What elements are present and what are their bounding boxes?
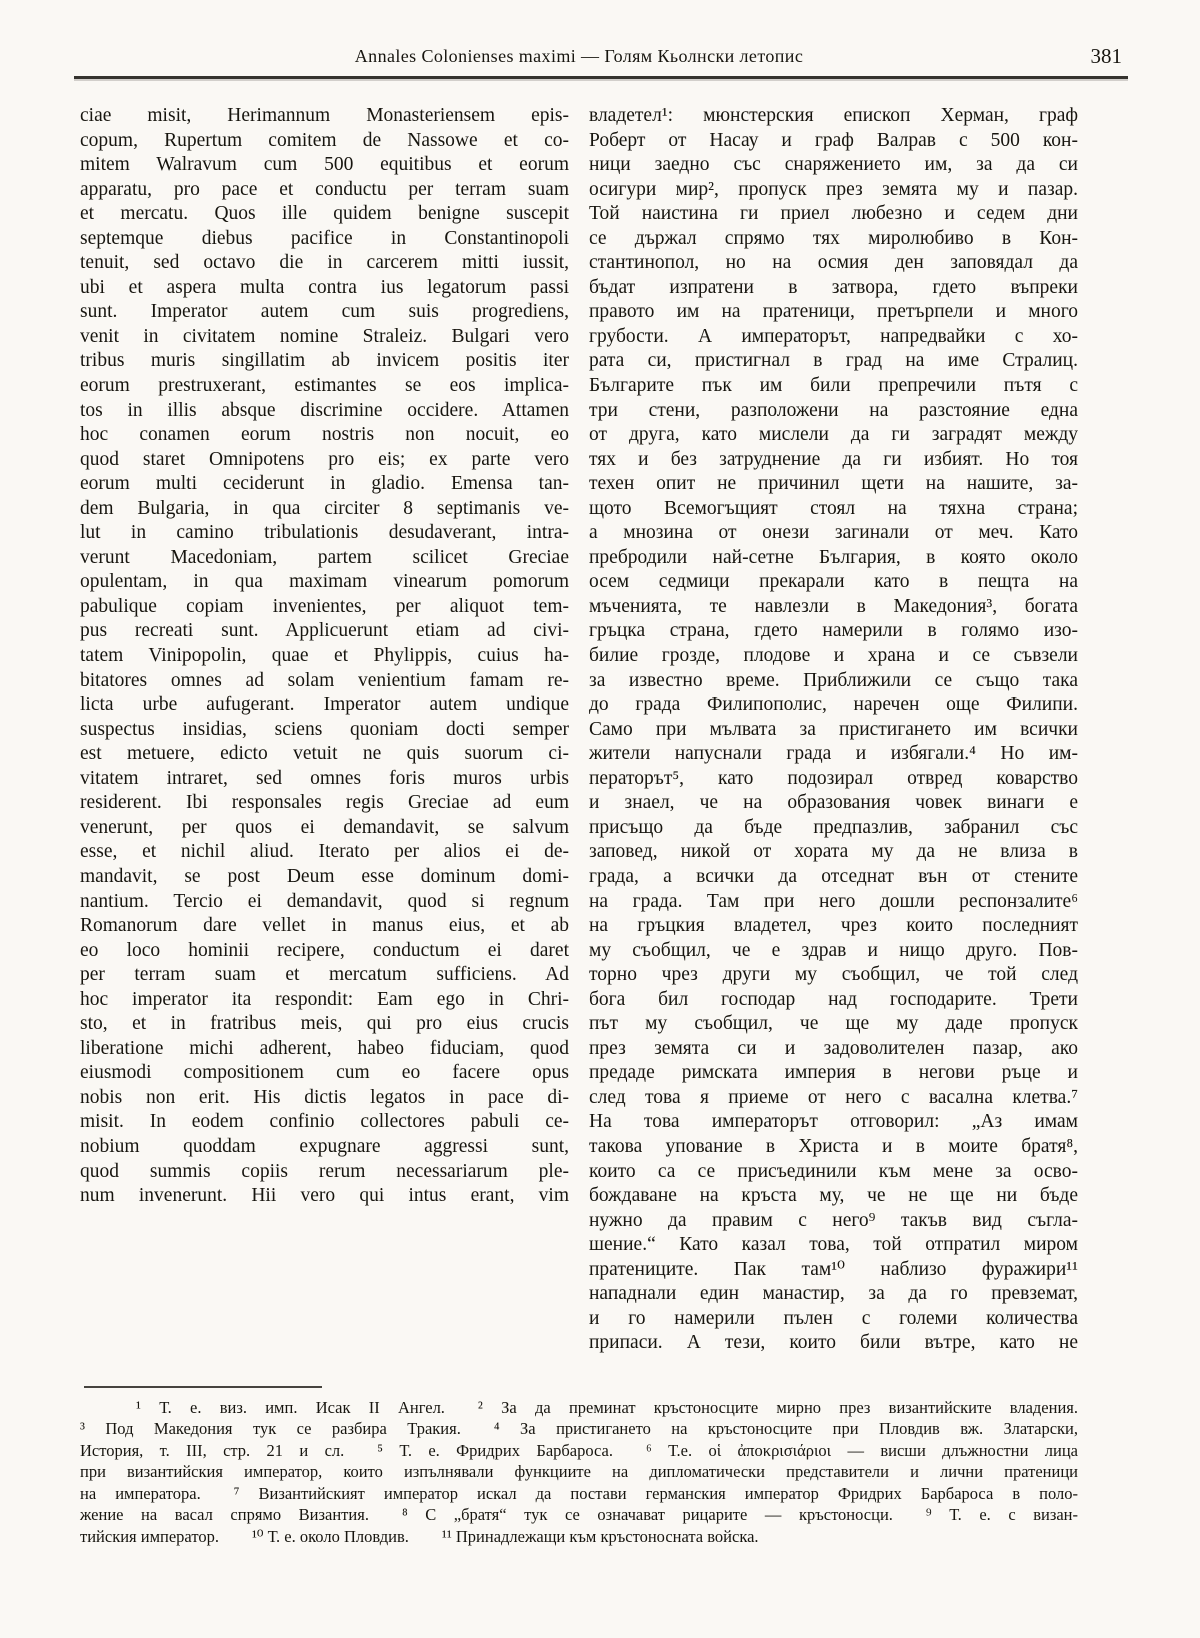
latin-text-line: ciae misit, Herimannum Monasteriensem epis- [80,105,569,126]
footnote-line: ³ Под Македония тук се разбира Тракия. ⁴ За пристигането на кръстоносците при Пловдив вж. Златарски, [80,1419,1078,1439]
latin-text-line: sunt. Imperator autem cum suis progrediens, [80,301,569,323]
bulgarian-text-line: нападнали един манастир, за да го превземат, [589,1283,1078,1305]
bulgarian-text-line: правото им на пратеници, претърпели и много [589,301,1078,323]
header-divider [74,76,1128,79]
bulgarian-text-line: предаде римската империя в негови ръце и [589,1062,1078,1084]
latin-text-line: tenuit, sed octavo die in carcerem mitti iussit, [80,252,569,274]
latin-text-line: nobis non erit. His dictis legatos in pace di- [80,1086,569,1108]
latin-text-line: esse, et nichil aliud. Iterato per alios ei de- [80,841,569,863]
bulgarian-text-line: такова упование в Христа и в моите братя⁸, [589,1135,1078,1157]
bulgarian-text-line: бождаване на кръста му, че не ще ни бъде [589,1185,1078,1207]
footnote-line: История, т. III, стр. 21 и сл. ⁵ Т. е. Фридрих Барбароса. ⁶ Т.е. οἱ ἀποκρισιάριοι — висши длъжностни лица [80,1440,1078,1460]
latin-text-line: tatem Vinipopolin, quae et Phylippis, cuius ha- [80,645,569,667]
bulgarian-text-line: на гръцкия владетел, чрез които последният [589,915,1078,937]
latin-text-line: pabulique copiam invenientes, per aliquot tem- [80,595,569,617]
latin-text-line: liberatione michi adherent, habeo fiduciam, quod [80,1037,569,1059]
bulgarian-text-line: след това я приеме от него с васална клетва.⁷ [589,1086,1078,1108]
bulgarian-text-line: Роберт от Насау и граф Валрав с 500 кон- [589,129,1078,151]
footnote-separator [84,1386,322,1388]
latin-text-line: nobium quoddam expugnare aggressi sunt, [80,1135,569,1157]
bulgarian-text-line: на града. Там при него дошли респонзалите⁶ [589,890,1078,912]
bulgarian-text-line: и знаел, че на образования човек винаги е [589,792,1078,814]
bulgarian-text-line: грубости. А императорът, напредвайки с хо- [589,325,1078,347]
bulgarian-text-line: владетел¹: мюнстерския епископ Херман, граф [589,105,1078,126]
footnotes-block [80,1386,1078,1548]
bulgarian-text-line: мъченията, те навлезли в Македония³, богата [589,595,1078,617]
latin-text-line: mandavit, se post Deum esse dominum domi- [80,865,569,887]
footnote-line: ¹ Т. е. виз. имп. Исак II Ангел. ² За да преминат кръстоносците мирно през византийските владения. [136,1397,1078,1417]
footnote-line: при византийския император, които изпълнявали функциите на дипломатически представители и лични пратеници [80,1462,1078,1482]
latin-text-line: sto, et in fratribus meis, qui pro eius crucis [80,1013,569,1035]
latin-text-line: verunt Macedoniam, partem scilicet Greciae [80,546,569,568]
bulgarian-text-line: пребродили най-сетне България, в която около [589,546,1078,568]
bulgarian-text-line: щото Всемогъщият стоял на тяхна страна; [589,497,1078,519]
latin-text-line: licta urbe aufugerant. Imperator autem undique [80,694,569,716]
bulgarian-text-line: стантинопол, но на осмия ден заповядал да [589,252,1078,274]
bulgarian-text-line: техен опит не причинил щети на нашите, за- [589,473,1078,495]
bulgarian-text-line: торно чрез други му съобщил, че той след [589,964,1078,986]
bulgarian-text-line: Той наистина ги приел любезно и седем дни [589,203,1078,225]
bulgarian-text-line: На това императорът отговорил: „Аз имам [589,1111,1078,1133]
latin-text-line: per terram suam et mercatum sufficiens. Ad [80,964,569,986]
bulgarian-text-line: припаси. А тези, които били вътре, като не [589,1332,1078,1354]
footnote-line: на императора. ⁷ Византийският император искал да постави германския император Фридрих Барбароса в поло- [80,1483,1078,1503]
bulgarian-text-line: осигури мир², пропуск през земята му и пазар. [589,178,1078,200]
latin-text-line: mitem Walravum cum 500 equitibus et eorum [80,154,569,176]
latin-text-line: nantium. Tercio ei demandavit, quod si regnum [80,890,569,912]
latin-text-line: lut in camino tribulationis desudaverant, intra- [80,522,569,544]
bulgarian-text-line: и го намерили пълен с големи количества [589,1307,1078,1329]
bulgarian-text-line: за известно време. Приближили се също така [589,669,1078,691]
latin-text-line: suspectus insidias, sciens quoniam docti semper [80,718,569,740]
latin-text-line: vitatem intraret, sed omnes foris muros urbis [80,767,569,789]
latin-text-line: tos in illis absque discrimine occidere. Attamen [80,399,569,421]
bulgarian-text-line: Само при мълвата за пристигането им всички [589,718,1078,740]
latin-text-line: eorum multi ceciderunt in gladio. Emensa tan- [80,473,569,495]
bulgarian-text-line: Българите пък им били препречили пътя с [589,375,1078,397]
latin-text-line: hoc conamen eorum nostris non nocuit, eo [80,424,569,446]
latin-text-line: ubi et aspera multa contra ius legatorum passi [80,276,569,298]
bulgarian-text-line: заповед, никой от хората му да не влиза в [589,841,1078,863]
latin-text-line: eorum prestruxerant, estimantes se eos implica- [80,375,569,397]
bulgarian-text-line: ници заедно със снаряжението им, за да си [589,154,1078,176]
bulgarian-text-line: пратениците. Пак там¹⁰ наблизо фуражири¹¹ [589,1258,1078,1280]
bulgarian-text-line: се държал спрямо тях миролюбиво в Кон- [589,227,1078,249]
latin-text-line: eiusmodi compositionem cum eo facere opus [80,1062,569,1084]
latin-text-line: venerunt, per quos ei demandavit, se salvum [80,816,569,838]
running-head [80,44,1122,76]
latin-text-line: misit. In eodem confinio collectores pabuli ce- [80,1111,569,1133]
latin-text-line: pus recreati sunt. Applicuerunt etiam ad civi- [80,620,569,642]
latin-column [80,104,569,1356]
bulgarian-text-line: три стени, разположени на разстояние една [589,399,1078,421]
latin-text-line: bitatores omnes ad solam venientium famam re- [80,669,569,691]
bulgarian-text-line: до града Филипополис, наречен още Филипи. [589,694,1078,716]
footnote-lines [80,1397,1078,1548]
latin-text-line: eo loco hominii recipere, conductum ei daret [80,939,569,961]
latin-text-line: septemque diebus pacifice in Constantinopoli [80,227,569,249]
latin-text-line: est metuere, edicto vetuit ne quis suorum ci- [80,743,569,765]
bulgarian-text-line: шение.“ Като казал това, той отпратил миром [589,1234,1078,1256]
bulgarian-text-line: му съобщил, че е здрав и нищо друго. Пов- [589,939,1078,961]
bulgarian-text-line: гръцка страна, гдето намерили в голямо изо- [589,620,1078,642]
bulgarian-text-line: ператорът⁵, като подозирал отвред коварство [589,767,1078,789]
bulgarian-text-line: осем седмици прекарали като в пещта на [589,571,1078,593]
latin-text-line: apparatu, pro pace et conductu per terram suam [80,178,569,200]
bulgarian-text-line: от друга, като мислели да ги заградят между [589,424,1078,446]
bulgarian-text-line: нужно да правим с него⁹ такъв вид съгла- [589,1209,1078,1231]
bulgarian-text-line: бъдат изпратени в затвора, гдето въпреки [589,276,1078,298]
page-number: 381 [1090,44,1122,68]
text-columns [80,104,1078,1356]
bulgarian-text-line: бога бил господар над господарите. Трети [589,988,1078,1010]
latin-text-line: residerent. Ibi responsales regis Greciae ad eum [80,792,569,814]
page-title: Annales Colonienses maximi — Голям Кьолнски летопис [354,46,804,66]
bulgarian-text-line: присъщо да бъде предпазлив, забранил със [589,816,1078,838]
bulgarian-text-line: път му съобщил, че ще му даде пропуск [589,1013,1078,1035]
footnote-line: тийския император. ¹⁰ Т. е. около Пловдив. ¹¹ Принадлежащи към кръстоносната войска. [80,1526,759,1546]
bulgarian-text-line: града, а всички да отседнат вън от стените [589,865,1078,887]
bulgarian-text-line: тях и без затруднение да ги избият. Но тоя [589,448,1078,470]
bulgarian-text-line: жители напуснали града и избягали.⁴ Но им- [589,743,1078,765]
footnote-line: жение на васал спрямо Византия. ⁸ С „братя“ тук се означават рицарите — кръстоносци. ⁹ Т. е. с визан- [80,1505,1078,1525]
latin-text-line: copum, Rupertum comitem de Nassowe et co- [80,129,569,151]
latin-text-line: hoc imperator ita respondit: Eam ego in Chri- [80,988,569,1010]
latin-text-line: num invenerunt. Hii vero qui intus erant, vim [80,1185,569,1207]
latin-text-line: opulentam, in qua maximam vinearum pomorum [80,571,569,593]
bulgarian-text-line: а мнозина от онези загинали от меч. Като [589,522,1078,544]
latin-text-line: venit in civitatem nomine Straleiz. Bulgari vero [80,325,569,347]
bulgarian-text-line: рата си, пристигнал в град на име Стралиц. [589,350,1078,372]
bulgarian-text-line: които са се присъединили към мене за осво- [589,1160,1078,1182]
latin-text-line: quod staret Omnipotens pro eis; ex parte vero [80,448,569,470]
bulgarian-text-line: през земята си и задоволителен пазар, ако [589,1037,1078,1059]
bulgarian-column [589,104,1078,1356]
latin-text-line: quod summis copiis rerum necessariarum ple- [80,1160,569,1182]
latin-text-line: et mercatu. Quos ille quidem benigne suscepit [80,203,569,225]
latin-text-line: Romanorum dare vellet in manus eius, et ab [80,915,569,937]
bulgarian-text-line: билие грозде, плодове и храна и се съвзели [589,645,1078,667]
latin-text-line: tribus muris singillatim ab invicem positis iter [80,350,569,372]
latin-text-line: dem Bulgaria, in qua circiter 8 septimanis ve- [80,497,569,519]
